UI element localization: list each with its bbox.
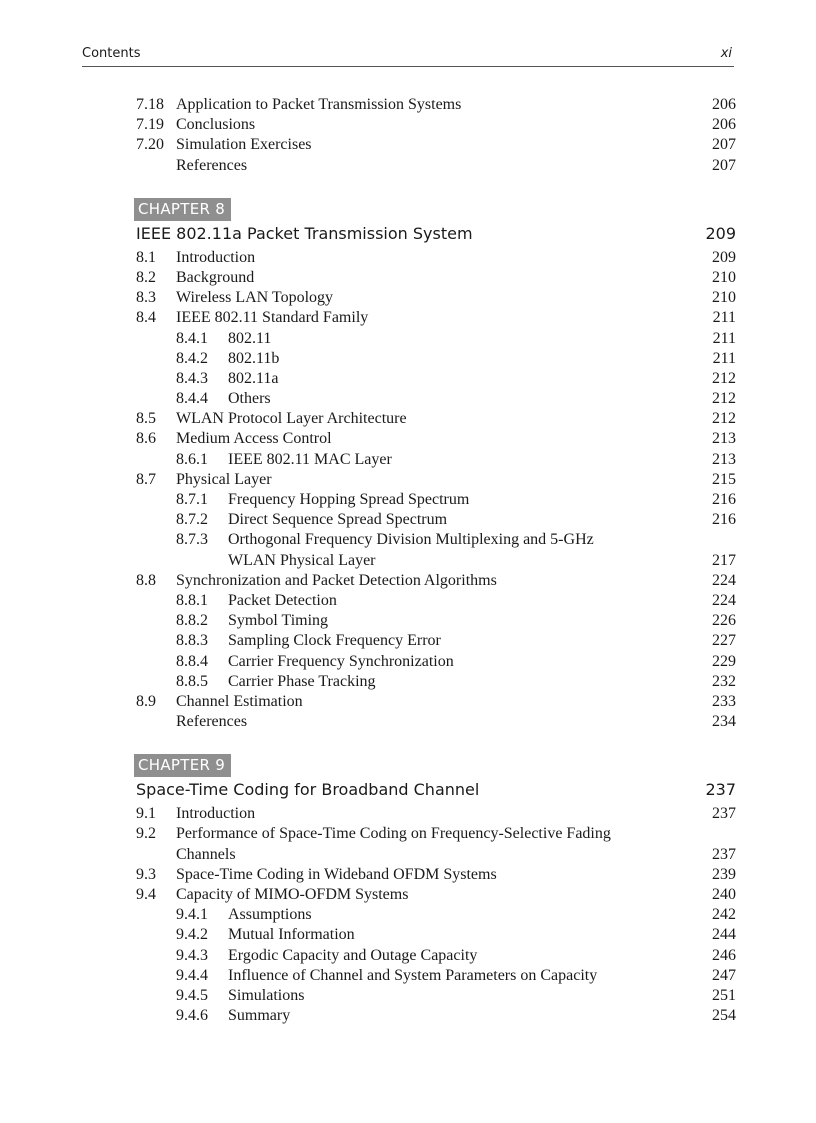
toc-entry	[136, 1006, 736, 1026]
toc-entry-number: 9.4.5	[176, 986, 208, 1004]
toc-entry-page: 226	[712, 612, 736, 630]
toc-entry-number: 9.1	[136, 805, 156, 823]
toc-entry-number: 8.1	[136, 248, 156, 266]
toc-entry-number: 9.2	[136, 825, 156, 843]
toc-entry-number: 8.8.3	[176, 632, 208, 650]
running-header-title: Contents	[82, 46, 141, 61]
toc-entry-title: Simulations	[228, 986, 305, 1004]
toc-entry	[136, 135, 736, 155]
toc-entry-page: 240	[712, 886, 736, 903]
toc-entry-page: 216	[712, 491, 736, 508]
toc-entry-page: 237	[712, 805, 736, 823]
toc-entry-page: 215	[712, 470, 736, 488]
chapter-page: 209	[705, 223, 736, 243]
toc-entry-page: 209	[712, 248, 736, 266]
chapter-9-block	[136, 754, 736, 1026]
toc-entry-number: 8.9	[136, 692, 156, 710]
toc-entry-title: Mutual Information	[228, 926, 355, 944]
toc-entry-title: Simulation Exercises	[176, 136, 312, 154]
toc-entry-number: 8.5	[136, 410, 156, 428]
toc-entry-page: 211	[712, 329, 736, 347]
toc-entry-number: 8.8.1	[176, 591, 208, 609]
toc-entry-title: Sampling Clock Frequency Error	[228, 632, 441, 650]
toc-entry-page: 213	[712, 450, 736, 468]
chapter-entry-list	[136, 804, 736, 1026]
toc-entry	[136, 712, 736, 732]
toc-entry-number: 7.19	[136, 116, 164, 134]
toc-entry-title: Orthogonal Frequency Division Multiplexing and 5-GHz	[228, 531, 594, 549]
toc-entry-title: Frequency Hopping Spread Spectrum	[228, 491, 470, 508]
toc-entry-title: WLAN Physical Layer	[228, 551, 376, 569]
chapter-title-text: Space-Time Coding for Broadband Channel	[136, 780, 480, 800]
toc-entry-number: 8.8.2	[176, 612, 208, 630]
toc-entry-page: 239	[712, 865, 736, 883]
toc-entry	[136, 470, 736, 490]
toc-entry	[136, 631, 736, 651]
toc-entry-number: 9.4.4	[176, 966, 208, 984]
toc-entry-page: 232	[712, 672, 736, 690]
toc-entry-title: References	[176, 713, 248, 731]
toc-entry-number: 8.6	[136, 430, 156, 448]
toc-entry	[136, 268, 736, 288]
toc-entry-title: Assumptions	[228, 906, 312, 924]
toc-entry-number: 8.7	[136, 470, 156, 488]
toc-entry	[136, 925, 736, 945]
toc-entry-page: 234	[712, 713, 736, 731]
toc-entry	[136, 248, 736, 268]
toc-entry-title: Packet Detection	[228, 591, 337, 609]
toc-entry-title: Conclusions	[176, 116, 256, 134]
toc-entry-page: 247	[712, 966, 736, 984]
toc-entry	[136, 652, 736, 672]
toc-entry	[136, 429, 736, 449]
toc-entry-number: 8.8	[136, 571, 156, 589]
toc-entry-title: Others	[228, 390, 271, 408]
toc-entry	[136, 966, 736, 986]
toc-entry-page: 210	[712, 268, 736, 286]
toc-entry-number: 8.7.2	[176, 511, 208, 529]
intro-entry-list	[136, 95, 736, 176]
chapter-title	[136, 222, 736, 246]
toc-entry-page: 212	[712, 390, 736, 408]
toc-entry-page: 211	[712, 309, 736, 327]
toc-entry-page: 246	[712, 946, 736, 964]
chapter-8-block	[136, 198, 736, 733]
chapter-entry-list	[136, 248, 736, 733]
toc-entry-number: 8.8.4	[176, 652, 208, 670]
toc-entry-title: Synchronization and Packet Detection Algorithms	[176, 571, 497, 589]
toc-entry	[136, 865, 736, 885]
toc-entry	[136, 95, 736, 115]
toc-entry-title: Application to Packet Transmission Systems	[176, 96, 462, 113]
toc-entry	[136, 288, 736, 308]
toc-entry-page: 211	[712, 349, 736, 367]
toc-entry-page: 212	[712, 410, 736, 428]
toc-entry-number: 8.6.1	[176, 450, 208, 468]
toc-entry	[136, 530, 736, 550]
toc-entry-number: 9.4.2	[176, 926, 208, 944]
toc-entry-page: 254	[712, 1007, 736, 1025]
toc-entry-title: Carrier Phase Tracking	[228, 672, 376, 690]
toc-entry-page: 213	[712, 430, 736, 448]
toc-entry-title: References	[176, 156, 248, 174]
toc-entry-number: 8.4.1	[176, 329, 208, 347]
toc-entry	[136, 510, 736, 530]
toc-entry-title: Carrier Frequency Synchronization	[228, 652, 454, 670]
toc-entry-title: IEEE 802.11 Standard Family	[176, 309, 369, 327]
toc-entry-page: 244	[712, 926, 736, 944]
toc-entry	[136, 905, 736, 925]
toc-entry-page: 206	[712, 116, 736, 134]
toc-entry-title: Wireless LAN Topology	[176, 289, 334, 307]
toc-entry	[136, 611, 736, 631]
chapter-badge: CHAPTER 9	[134, 754, 231, 777]
toc-entry-title: Introduction	[176, 805, 256, 823]
toc-entry-page: 212	[712, 369, 736, 387]
toc-entry	[136, 551, 736, 571]
chapter-title-text: IEEE 802.11a Packet Transmission System	[136, 223, 473, 243]
toc-entry-title: Space-Time Coding in Wideband OFDM Systems	[176, 865, 497, 883]
toc-entry-title: Background	[176, 268, 255, 286]
page-number: xi	[720, 46, 732, 61]
toc-entry-page: 216	[712, 511, 736, 529]
toc-entry	[136, 591, 736, 611]
toc-entry	[136, 409, 736, 429]
table-of-contents	[136, 95, 736, 1026]
toc-entry	[136, 845, 736, 865]
toc-entry-title: Physical Layer	[176, 470, 272, 488]
toc-entry-title: IEEE 802.11 MAC Layer	[228, 450, 392, 468]
toc-entry-title: Ergodic Capacity and Outage Capacity	[228, 946, 478, 964]
toc-entry-title: Influence of Channel and System Parameters on Capacity	[228, 966, 598, 984]
toc-entry-number: 8.4.3	[176, 369, 208, 387]
toc-entry-title: Channel Estimation	[176, 692, 303, 710]
toc-entry-number: 8.4	[136, 309, 156, 327]
toc-entry-title: 802.11	[228, 329, 272, 347]
toc-entry	[136, 946, 736, 966]
toc-entry-number: 8.2	[136, 268, 156, 286]
toc-entry	[136, 349, 736, 369]
toc-entry-page: 207	[712, 136, 736, 154]
toc-entry-title: Capacity of MIMO-OFDM Systems	[176, 886, 409, 903]
toc-entry	[136, 824, 736, 844]
toc-entry-number: 9.4	[136, 886, 156, 903]
toc-entry	[136, 369, 736, 389]
toc-entry-number: 9.4.1	[176, 906, 208, 924]
toc-entry-number: 8.4.4	[176, 390, 208, 408]
running-header	[82, 44, 734, 67]
toc-entry-page: 251	[712, 986, 736, 1004]
toc-entry-title: 802.11b	[228, 349, 280, 367]
toc-entry-number: 9.4.6	[176, 1007, 208, 1025]
toc-entry-title: Symbol Timing	[228, 612, 329, 630]
toc-entry-number: 9.3	[136, 865, 156, 883]
toc-entry	[136, 692, 736, 712]
toc-entry	[136, 389, 736, 409]
toc-entry-number: 8.8.5	[176, 672, 208, 690]
toc-entry-page: 217	[712, 551, 736, 569]
toc-entry-number: 7.20	[136, 136, 164, 154]
toc-entry-number: 7.18	[136, 96, 164, 113]
toc-entry	[136, 986, 736, 1006]
toc-entry-page: 233	[712, 692, 736, 710]
toc-entry	[136, 115, 736, 135]
toc-entry-title: Channels	[176, 845, 236, 863]
toc-entry-title: Performance of Space-Time Coding on Frequency-Selective Fading	[176, 825, 611, 843]
toc-entry-title: 802.11a	[228, 369, 279, 387]
toc-entry-page: 229	[712, 652, 736, 670]
toc-entry-number: 9.4.3	[176, 946, 208, 964]
toc-entry	[136, 885, 736, 905]
toc-entry-title: Medium Access Control	[176, 430, 332, 448]
toc-entry-title: Direct Sequence Spread Spectrum	[228, 511, 448, 529]
toc-entry	[136, 450, 736, 470]
toc-entry-page: 227	[712, 632, 736, 650]
toc-entry	[136, 804, 736, 824]
toc-entry-title: Summary	[228, 1007, 291, 1025]
toc-entry	[136, 672, 736, 692]
toc-entry	[136, 329, 736, 349]
toc-entry-number: 8.7.1	[176, 491, 208, 508]
toc-entry	[136, 490, 736, 510]
toc-entry-page: 237	[712, 845, 736, 863]
toc-entry-number: 8.4.2	[176, 349, 208, 367]
toc-entry-page: 206	[712, 96, 736, 113]
toc-entry	[136, 156, 736, 176]
chapter-page: 237	[705, 780, 736, 800]
toc-entry-page: 224	[712, 591, 736, 609]
chapter-title	[136, 778, 736, 802]
toc-entry-page: 210	[712, 289, 736, 307]
toc-entry-page: 207	[712, 156, 736, 174]
toc-entry	[136, 308, 736, 328]
chapter-badge: CHAPTER 8	[134, 198, 231, 221]
toc-entry-number: 8.3	[136, 289, 156, 307]
toc-entry	[136, 571, 736, 591]
toc-entry-page: 242	[712, 906, 736, 924]
toc-entry-title: Introduction	[176, 248, 256, 266]
toc-entry-number: 8.7.3	[176, 531, 208, 549]
toc-entry-title: WLAN Protocol Layer Architecture	[176, 410, 407, 428]
toc-entry-page: 224	[712, 571, 736, 589]
